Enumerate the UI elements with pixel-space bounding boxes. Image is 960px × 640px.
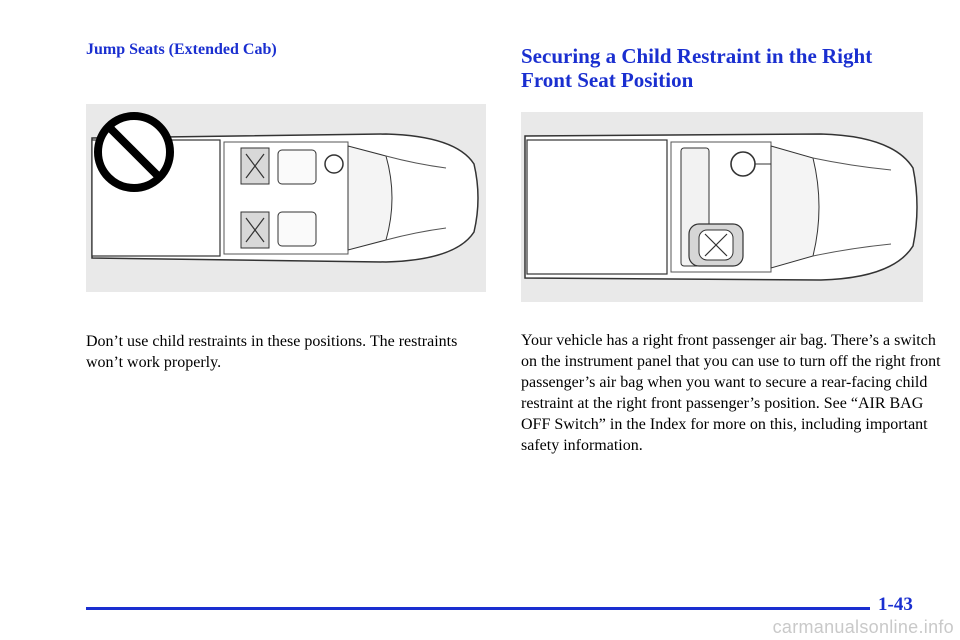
truck-topview-right-seat (521, 112, 923, 302)
section-heading-jump-seats: Jump Seats (Extended Cab) (86, 41, 277, 58)
left-paragraph: Don’t use child restraints in these positions. The restraints won’t work properly. (86, 333, 458, 371)
truck-topview-jump-seats (86, 104, 486, 292)
right-front-seat-illustration (521, 112, 923, 302)
footer-rule (86, 607, 870, 610)
jump-seats-illustration (86, 104, 486, 292)
right-paragraph: Your vehicle has a right front passenger air bag. There’s a switch on the instrument panel that you can use to turn off the right front passenger’s air bag when you want to secure a rear-facing child restraint at the right front passenger’s position. See “AIR BAG OFF Switch” in the Index for more on this, including important safety information. (521, 332, 941, 454)
section-heading-right-front-seat: Securing a Child Restraint in the Right Front Seat Position (521, 44, 873, 92)
watermark: carmanualsonline.info (772, 617, 954, 637)
prohibited-icon (98, 116, 170, 188)
page-number: 1-43 (878, 594, 913, 615)
